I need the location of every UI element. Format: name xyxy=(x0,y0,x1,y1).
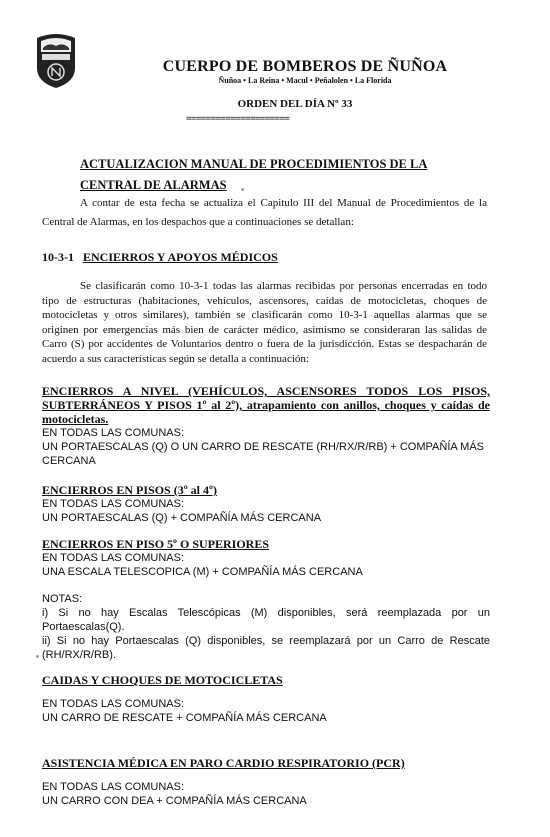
section-code: 10-3-1 xyxy=(42,250,74,264)
block-scope: EN TODAS LAS COMUNAS: xyxy=(42,552,185,564)
dispatch-block-level-entrapment xyxy=(42,384,490,468)
notes-label: NOTAS: xyxy=(42,593,83,605)
block-scope: EN TODAS LAS COMUNAS: xyxy=(42,427,185,439)
section-paragraph: Se clasificarán como 10-3-1 todas las alarmas recibidas por personas encerradas en todo tipo de estructuras (habitaciones, vehículos, ascensores, caídas de motocicletas, choques de motocicletas y otros similares), también se clasificarán como 10-3-1 aquellas alarmas que se originen por emergencias más bien de carácter médico, asimismo se consideraran las salidas de Carro (S) por accidentes de Voluntarios dentro o fuera de la jurisdicción. Estas se despacharán de acuerdo a sus características según se detalla a continuación: xyxy=(42,280,487,365)
block-heading: ENCIERROS EN PISO 5º O SUPERIORES xyxy=(42,537,270,551)
dispatch-block-floor-5-plus xyxy=(42,537,490,579)
notes-block xyxy=(42,592,490,662)
section-title: ENCIERROS Y APOYOS MÉDICOS xyxy=(83,250,278,264)
block-dispatch: UN PORTAESCALAS (Q) + COMPAÑÍA MÁS CERCANA xyxy=(42,512,322,524)
block-heading: ASISTENCIA MÉDICA EN PARO CARDIO RESPIRATORIO (PCR) xyxy=(42,756,405,770)
block-dispatch: UNA ESCALA TELESCOPICA (M) + COMPAÑÍA MÁS CERCANA xyxy=(42,566,363,578)
double-underline-divider: ===================== xyxy=(186,114,290,124)
scan-speck xyxy=(241,188,244,191)
block-scope: EN TODAS LAS COMUNAS: xyxy=(42,498,185,510)
organization-title: CUERPO DE BOMBEROS DE ÑUÑOA xyxy=(162,58,448,75)
block-dispatch: UN CARRO DE RESCATE + COMPAÑÍA MÁS CERCANA xyxy=(42,712,327,724)
dispatch-block-floors-3-4 xyxy=(42,483,490,525)
block-heading: ENCIERROS A NIVEL (VEHÍCULOS, ASCENSORES TODOS LOS PISOS, SUBTERRÁNEOS Y PISOS 1º al 2º), atrapamiento con anillos, choques y caídas de motocicletas. xyxy=(42,384,490,426)
dispatch-block-motorcycles xyxy=(42,673,490,725)
scan-speck xyxy=(36,655,39,658)
section-heading xyxy=(42,250,278,265)
block-dispatch: UN CARRO CON DEA + COMPAÑÍA MÁS CERCANA xyxy=(42,795,307,807)
block-scope: EN TODAS LAS COMUNAS: xyxy=(42,781,185,793)
block-dispatch: UN PORTAESCALAS (Q) O UN CARRO DE RESCATE (RH/RX/R/RB) + COMPAÑÍA MÁS CERCANA xyxy=(42,441,484,467)
note-item: ii) Si no hay Portaescalas (Q) disponibles, se reemplazará por un Carro de Rescate (RH/RX/R/RB). xyxy=(42,635,490,661)
block-heading: CAIDAS Y CHOQUES DE MOTOCICLETAS xyxy=(42,673,283,687)
dispatch-block-pcr xyxy=(42,756,490,808)
note-item: i) Si no hay Escalas Telescópicas (M) disponibles, será reemplazada por un Portaescalas(Q). xyxy=(42,607,490,633)
organization-communes: Ñuñoa • La Reina • Macul • Peñalolen • La Florida xyxy=(218,76,392,85)
document-main-heading: ACTUALIZACION MANUAL DE PROCEDIMIENTOS DE LA CENTRAL DE ALARMAS xyxy=(80,157,428,192)
block-heading: ENCIERROS EN PISOS (3º al 4º) xyxy=(42,483,217,497)
intro-paragraph: A contar de esta fecha se actualiza el Capitulo III del Manual de Procedimientos de la Central de Alarmas, en los despachos que a continuaciones se detallan: xyxy=(42,197,487,228)
block-scope: EN TODAS LAS COMUNAS: xyxy=(42,698,185,710)
order-of-day-number: ORDEN DEL DÍA Nº 33 xyxy=(237,98,353,110)
